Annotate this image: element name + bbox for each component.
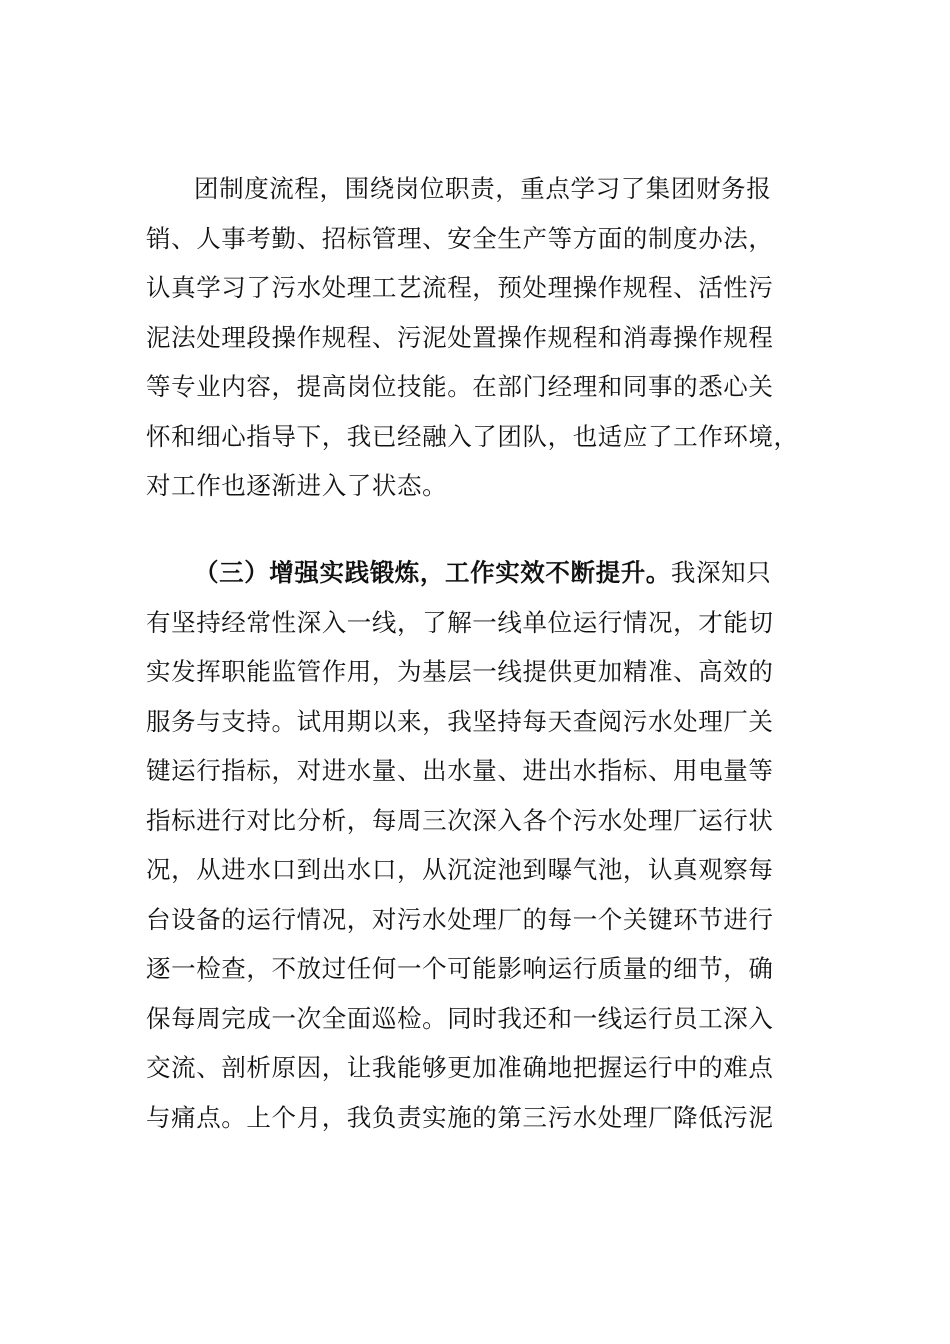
paragraph-section-three bbox=[146, 548, 806, 1142]
text-line: 保每周完成一次全面巡检。同时我还和一线运行员工深入 bbox=[146, 1003, 774, 1033]
text-line: 指标进行对比分析，每周三次深入各个污水处理厂运行状 bbox=[146, 805, 774, 835]
text-line: 况，从进水口到出水口，从沉淀池到曝气池，认真观察每 bbox=[146, 855, 774, 884]
text-line: 台设备的运行情况，对污水处理厂的每一个关键环节进行 bbox=[146, 904, 774, 934]
text-line: 怀和细心指导下，我已经融入了团队，也适应了工作环境， bbox=[146, 421, 799, 451]
text-line: 等专业内容，提高岗位技能。在部门经理和同事的悉心关 bbox=[146, 372, 774, 401]
text-line: 服务与支持。试用期以来，我坚持每天查阅污水处理厂关 bbox=[146, 706, 774, 736]
paragraph-continued bbox=[146, 164, 806, 511]
text-line-first bbox=[146, 548, 806, 598]
text-line: 与痛点。上个月，我负责实施的第三污水处理厂降低污泥 bbox=[146, 1102, 774, 1132]
text-line: 销、人事考勤、招标管理、安全生产等方面的制度办法， bbox=[146, 223, 774, 253]
text-line: 对工作也逐渐进入了状态。 bbox=[146, 471, 448, 500]
text-line: 键运行指标，对进水量、出水量、进出水指标、用电量等 bbox=[146, 756, 774, 785]
text-line: 泥法处理段操作规程、污泥处置操作规程和消毒操作规程 bbox=[146, 322, 774, 352]
text-line: 认真学习了污水处理工艺流程，预处理操作规程、活性污 bbox=[146, 273, 774, 302]
section-heading: （三）增强实践锻炼，工作实效不断提升。 bbox=[194, 558, 671, 587]
text-line: 有坚持经常性深入一线，了解一线单位运行情况，才能切 bbox=[146, 607, 774, 637]
text-line: 实发挥职能监管作用，为基层一线提供更加精准、高效的 bbox=[146, 657, 774, 686]
text-line: 逐一检查，不放过任何一个可能影响运行质量的细节，确 bbox=[146, 954, 774, 983]
text-line: 交流、剖析原因，让我能够更加准确地把握运行中的难点 bbox=[146, 1053, 774, 1082]
text-line: 团制度流程，围绕岗位职责，重点学习了集团财务报 bbox=[194, 174, 772, 203]
heading-rest-text: 我深知只 bbox=[670, 558, 772, 587]
